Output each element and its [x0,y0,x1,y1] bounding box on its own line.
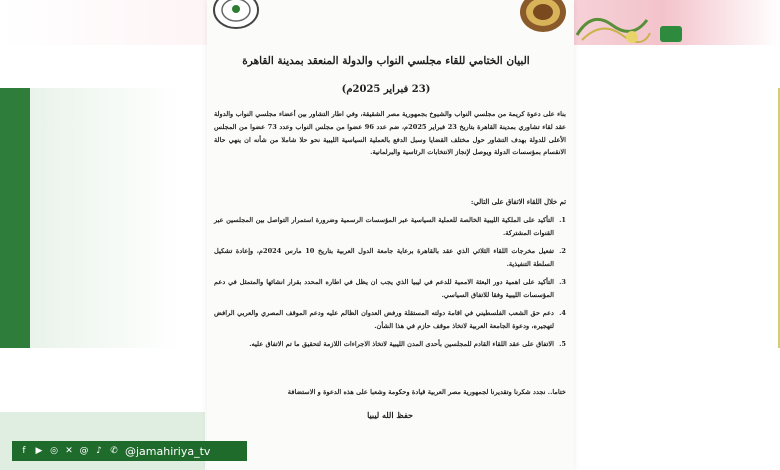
right-green-badge [660,26,682,42]
parliament-seal-icon [518,0,568,34]
agreement-intro: تم خلال اللقاء الاتفاق على التالي: [470,198,566,206]
list-item [214,276,566,302]
calligraphy-ornament-icon [572,5,652,45]
social-handle-bar [12,441,247,461]
left-green-stripe [0,88,30,348]
channel-handle[interactable]: @jamahiriya_tv [125,444,211,458]
intro-paragraph: بناء على دعوة كريمة من مجلسي النواب والشيوخ بجمهورية مصر الشقيقة، وفي اطار التشاور بين أعضاء مجلسي النواب والدولة عقد لقاء تشاوري بمدينة القاهرة بتاريخ 23 فبراير 2025م، ضم عدد 96 عضوا من مجلس النواب وعدد 73 عضوا من المجلس الأعلى للدولة بهدف التشاور حول مختلف القضايا وسبل الدفع بالعملية السياسية الليبية نحو حلا شاملا من شأنه ان ينهي حالة الانقسام بمؤسسات الدولة ويوصل لإنجاز الانتخابات الرئاسية والبرلمانية. [214,110,566,157]
whatsapp-icon[interactable]: ✆ [110,446,118,456]
point-number: 1. [559,216,566,224]
point-text: تفعيل مخرجات اللقاء الثلاثي الذي عقد بالقاهرة برعاية جامعة الدول العربية بتاريخ 10 مارس 2024م، وإعادة تشكيل السلطة التنفيذية. [214,247,555,268]
point-number: 4. [559,309,566,317]
point-text: الاتفاق على عقد اللقاء القادم للمجلسين بأحدى المدن الليبية لاتخاذ الاجراءات اللازمة لتحقيق ما تم الاتفاق عليه. [249,340,554,348]
document-date: (23 فبراير 2025م) [341,84,431,95]
facebook-icon[interactable]: f [22,446,26,456]
threads-icon[interactable]: @ [79,446,89,456]
council-emblem-icon [212,0,260,30]
list-item [214,214,566,240]
point-number: 3. [559,278,566,286]
list-item [214,338,566,351]
point-text: التأكيد على الملكية الليبية الخالصة للعملية السياسية عبر المؤسسات الرسمية وضرورة استمرار التواصل بين المجلسين عبر القنوات المشتركة. [214,216,554,237]
point-number: 5. [559,340,566,348]
document-title: البيان الختامي للقاء مجلسي النواب والدولة المنعقد بمدينة القاهرة [242,55,530,67]
instagram-icon[interactable]: ◎ [50,446,58,456]
tiktok-icon[interactable]: ♪ [96,446,102,456]
point-number: 2. [559,247,566,255]
closing-statement: ختاما.. نجدد شكرنا وتقديرنا لجمهورية مصر العربية قيادة وحكومة وشعبا على هذه الدعوة و الاستضافة [287,388,566,396]
point-text: التأكيد على اهمية دور البعثة الاممية للدعم في ليبيا الذي يجب ان يظل في اطاره المحدد بقرار انشائها والمتمثل في دعم المؤسسات الليبية وفقا للاتفاق السياسي. [214,278,554,299]
list-item [214,307,566,333]
youtube-icon[interactable]: ▶ [35,446,43,456]
signoff: حفظ الله ليبيا [367,410,413,420]
left-decorative-pattern [30,88,180,348]
x-icon[interactable]: ✕ [65,446,73,456]
list-item [214,245,566,271]
point-text: دعم حق الشعب الفلسطيني في اقامة دولته المستقلة ورفض العدوان الظالم عليه ودعم الموقف المصري والعربي الرافض لتهجيره، ودعوة الجامعة العربية لاتخاذ موقف حازم في هذا الشأن. [214,309,554,330]
agreement-points [214,214,566,356]
